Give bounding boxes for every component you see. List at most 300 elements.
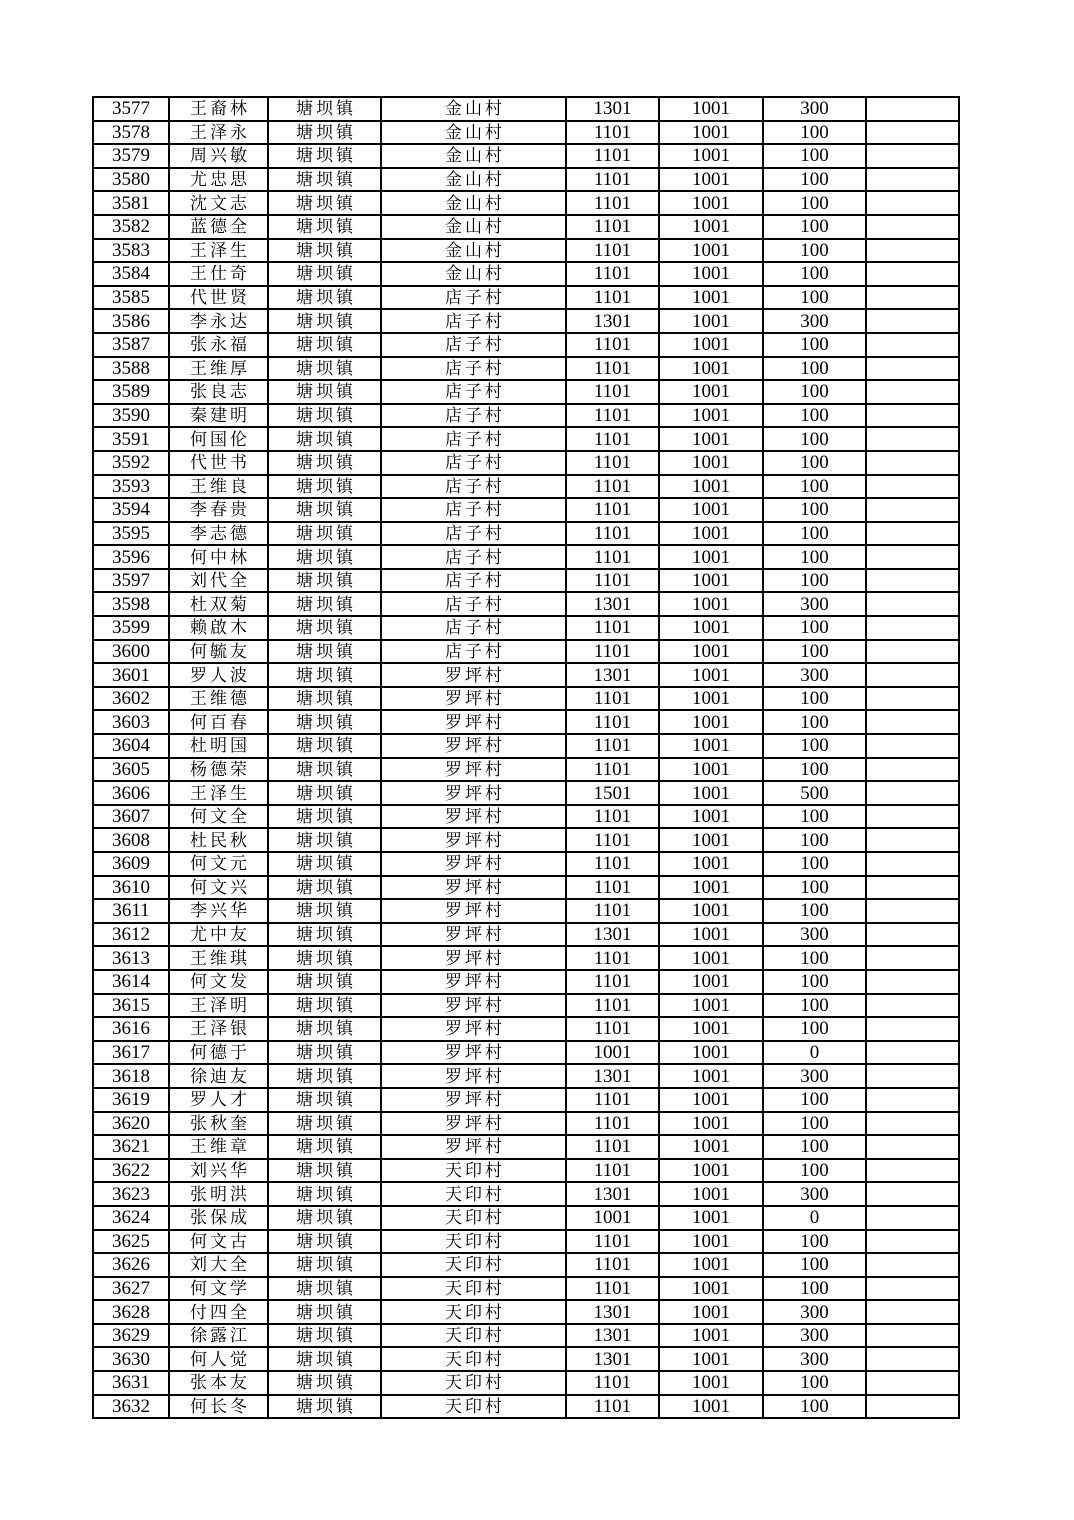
cell-note	[866, 309, 959, 333]
cell-village: 天印村	[381, 1253, 566, 1277]
cell-town: 塘坝镇	[268, 380, 381, 404]
cell-name: 何文兴	[169, 876, 268, 900]
cell-village: 金山村	[381, 168, 566, 192]
cell-note	[866, 1206, 959, 1230]
table-row	[93, 569, 959, 593]
cell-village: 店子村	[381, 545, 566, 569]
cell-amount: 300	[763, 1324, 866, 1348]
cell-code2: 1001	[659, 734, 763, 758]
cell-village: 店子村	[381, 569, 566, 593]
cell-note	[866, 663, 959, 687]
cell-note	[866, 1347, 959, 1371]
cell-code2: 1001	[659, 380, 763, 404]
cell-serial: 3619	[93, 1088, 169, 1112]
cell-code1: 1501	[566, 781, 659, 805]
cell-village: 店子村	[381, 592, 566, 616]
cell-code1: 1101	[566, 1112, 659, 1136]
cell-village: 店子村	[381, 309, 566, 333]
cell-name: 王裔林	[169, 97, 268, 121]
cell-town: 塘坝镇	[268, 569, 381, 593]
table-row	[93, 876, 959, 900]
cell-town: 塘坝镇	[268, 616, 381, 640]
cell-town: 塘坝镇	[268, 710, 381, 734]
table-row	[93, 828, 959, 852]
cell-serial: 3579	[93, 144, 169, 168]
table-row	[93, 97, 959, 121]
cell-code2: 1001	[659, 781, 763, 805]
cell-code1: 1301	[566, 1064, 659, 1088]
cell-code2: 1001	[659, 404, 763, 428]
cell-code1: 1101	[566, 121, 659, 145]
cell-code2: 1001	[659, 592, 763, 616]
cell-town: 塘坝镇	[268, 1347, 381, 1371]
cell-serial: 3584	[93, 262, 169, 286]
cell-code2: 1001	[659, 1182, 763, 1206]
cell-town: 塘坝镇	[268, 191, 381, 215]
table-row	[93, 734, 959, 758]
cell-town: 塘坝镇	[268, 333, 381, 357]
cell-code2: 1001	[659, 1088, 763, 1112]
cell-name: 刘兴华	[169, 1159, 268, 1183]
cell-village: 罗坪村	[381, 734, 566, 758]
table-row	[93, 616, 959, 640]
table-row	[93, 1135, 959, 1159]
cell-town: 塘坝镇	[268, 828, 381, 852]
cell-code2: 1001	[659, 191, 763, 215]
cell-serial: 3618	[93, 1064, 169, 1088]
cell-note	[866, 946, 959, 970]
cell-code1: 1101	[566, 616, 659, 640]
cell-name: 何文发	[169, 970, 268, 994]
cell-town: 塘坝镇	[268, 1112, 381, 1136]
cell-town: 塘坝镇	[268, 1253, 381, 1277]
cell-code1: 1101	[566, 1159, 659, 1183]
cell-village: 天印村	[381, 1371, 566, 1395]
table-row	[93, 333, 959, 357]
cell-name: 何百春	[169, 710, 268, 734]
cell-code1: 1101	[566, 1135, 659, 1159]
cell-code2: 1001	[659, 828, 763, 852]
cell-code1: 1101	[566, 734, 659, 758]
cell-note	[866, 97, 959, 121]
cell-town: 塘坝镇	[268, 758, 381, 782]
cell-name: 代世贤	[169, 286, 268, 310]
cell-code1: 1101	[566, 380, 659, 404]
cell-town: 塘坝镇	[268, 545, 381, 569]
cell-town: 塘坝镇	[268, 1230, 381, 1254]
cell-note	[866, 852, 959, 876]
cell-code1: 1101	[566, 758, 659, 782]
cell-serial: 3612	[93, 923, 169, 947]
cell-note	[866, 1300, 959, 1324]
cell-serial: 3613	[93, 946, 169, 970]
cell-code2: 1001	[659, 239, 763, 263]
cell-code1: 1101	[566, 1088, 659, 1112]
table-row	[93, 286, 959, 310]
table-row	[93, 427, 959, 451]
cell-name: 李永达	[169, 309, 268, 333]
cell-amount: 100	[763, 522, 866, 546]
cell-serial: 3600	[93, 640, 169, 664]
cell-code1: 1101	[566, 876, 659, 900]
cell-code2: 1001	[659, 569, 763, 593]
cell-code1: 1101	[566, 946, 659, 970]
cell-code1: 1101	[566, 640, 659, 664]
cell-serial: 3620	[93, 1112, 169, 1136]
cell-code1: 1101	[566, 498, 659, 522]
cell-serial: 3577	[93, 97, 169, 121]
table-row	[93, 121, 959, 145]
cell-town: 塘坝镇	[268, 498, 381, 522]
cell-town: 塘坝镇	[268, 357, 381, 381]
cell-name: 张明洪	[169, 1182, 268, 1206]
cell-amount: 100	[763, 380, 866, 404]
cell-name: 王仕奇	[169, 262, 268, 286]
cell-village: 金山村	[381, 215, 566, 239]
cell-code2: 1001	[659, 1371, 763, 1395]
cell-serial: 3593	[93, 475, 169, 499]
cell-village: 罗坪村	[381, 1041, 566, 1065]
table-row	[93, 380, 959, 404]
cell-note	[866, 191, 959, 215]
cell-amount: 0	[763, 1041, 866, 1065]
cell-village: 天印村	[381, 1277, 566, 1301]
cell-code1: 1301	[566, 309, 659, 333]
cell-name: 何国伦	[169, 427, 268, 451]
cell-amount: 100	[763, 498, 866, 522]
cell-amount: 300	[763, 1064, 866, 1088]
cell-code1: 1001	[566, 1206, 659, 1230]
cell-note	[866, 710, 959, 734]
cell-note	[866, 404, 959, 428]
cell-serial: 3597	[93, 569, 169, 593]
cell-code1: 1101	[566, 710, 659, 734]
table-row	[93, 262, 959, 286]
table-row	[93, 899, 959, 923]
cell-serial: 3616	[93, 1017, 169, 1041]
cell-name: 刘大全	[169, 1253, 268, 1277]
cell-town: 塘坝镇	[268, 522, 381, 546]
cell-code2: 1001	[659, 286, 763, 310]
cell-amount: 100	[763, 1135, 866, 1159]
table-row	[93, 946, 959, 970]
cell-name: 罗人波	[169, 663, 268, 687]
cell-serial: 3578	[93, 121, 169, 145]
cell-amount: 100	[763, 168, 866, 192]
cell-town: 塘坝镇	[268, 215, 381, 239]
cell-serial: 3595	[93, 522, 169, 546]
roster-table	[92, 96, 960, 1419]
cell-town: 塘坝镇	[268, 451, 381, 475]
cell-code2: 1001	[659, 333, 763, 357]
table-row	[93, 309, 959, 333]
cell-village: 天印村	[381, 1324, 566, 1348]
table-row	[93, 640, 959, 664]
cell-serial: 3605	[93, 758, 169, 782]
cell-village: 罗坪村	[381, 781, 566, 805]
cell-note	[866, 121, 959, 145]
cell-amount: 100	[763, 1253, 866, 1277]
cell-town: 塘坝镇	[268, 121, 381, 145]
cell-note	[866, 734, 959, 758]
cell-amount: 100	[763, 404, 866, 428]
cell-name: 何毓友	[169, 640, 268, 664]
cell-note	[866, 1064, 959, 1088]
table-row	[93, 710, 959, 734]
cell-village: 金山村	[381, 262, 566, 286]
cell-name: 王泽生	[169, 239, 268, 263]
cell-code2: 1001	[659, 1324, 763, 1348]
cell-village: 罗坪村	[381, 758, 566, 782]
cell-code1: 1001	[566, 1041, 659, 1065]
cell-town: 塘坝镇	[268, 663, 381, 687]
cell-code2: 1001	[659, 663, 763, 687]
cell-village: 天印村	[381, 1182, 566, 1206]
cell-note	[866, 215, 959, 239]
cell-code2: 1001	[659, 1135, 763, 1159]
cell-note	[866, 592, 959, 616]
cell-name: 付四全	[169, 1300, 268, 1324]
cell-serial: 3589	[93, 380, 169, 404]
cell-name: 蓝德全	[169, 215, 268, 239]
cell-town: 塘坝镇	[268, 852, 381, 876]
cell-name: 尤忠思	[169, 168, 268, 192]
cell-serial: 3627	[93, 1277, 169, 1301]
cell-code2: 1001	[659, 168, 763, 192]
cell-town: 塘坝镇	[268, 1395, 381, 1419]
cell-town: 塘坝镇	[268, 1206, 381, 1230]
table-row	[93, 1371, 959, 1395]
table-row	[93, 852, 959, 876]
cell-amount: 300	[763, 309, 866, 333]
cell-amount: 100	[763, 852, 866, 876]
cell-village: 罗坪村	[381, 663, 566, 687]
cell-serial: 3628	[93, 1300, 169, 1324]
cell-amount: 100	[763, 710, 866, 734]
cell-code1: 1301	[566, 1300, 659, 1324]
cell-name: 杜双菊	[169, 592, 268, 616]
cell-name: 尤中友	[169, 923, 268, 947]
cell-amount: 100	[763, 1277, 866, 1301]
cell-code1: 1101	[566, 1253, 659, 1277]
cell-name: 王维琪	[169, 946, 268, 970]
cell-code2: 1001	[659, 687, 763, 711]
cell-serial: 3607	[93, 805, 169, 829]
cell-note	[866, 781, 959, 805]
cell-town: 塘坝镇	[268, 1182, 381, 1206]
table-row	[93, 758, 959, 782]
cell-name: 何德于	[169, 1041, 268, 1065]
cell-note	[866, 1135, 959, 1159]
cell-code1: 1301	[566, 1324, 659, 1348]
cell-code2: 1001	[659, 357, 763, 381]
cell-town: 塘坝镇	[268, 923, 381, 947]
cell-amount: 0	[763, 1206, 866, 1230]
cell-village: 金山村	[381, 97, 566, 121]
table-row	[93, 475, 959, 499]
cell-name: 李兴华	[169, 899, 268, 923]
cell-amount: 100	[763, 994, 866, 1018]
table-row	[93, 781, 959, 805]
cell-code1: 1101	[566, 1395, 659, 1419]
cell-amount: 100	[763, 1017, 866, 1041]
cell-village: 罗坪村	[381, 899, 566, 923]
cell-amount: 100	[763, 451, 866, 475]
table-row	[93, 1395, 959, 1419]
cell-village: 天印村	[381, 1395, 566, 1419]
cell-name: 王维良	[169, 475, 268, 499]
cell-amount: 100	[763, 805, 866, 829]
cell-amount: 100	[763, 333, 866, 357]
cell-serial: 3625	[93, 1230, 169, 1254]
table-row	[93, 1206, 959, 1230]
cell-name: 王维厚	[169, 357, 268, 381]
cell-code2: 1001	[659, 1300, 763, 1324]
cell-village: 天印村	[381, 1206, 566, 1230]
cell-town: 塘坝镇	[268, 1324, 381, 1348]
cell-serial: 3629	[93, 1324, 169, 1348]
cell-code1: 1301	[566, 923, 659, 947]
cell-name: 李春贵	[169, 498, 268, 522]
cell-amount: 100	[763, 239, 866, 263]
cell-town: 塘坝镇	[268, 427, 381, 451]
cell-code2: 1001	[659, 899, 763, 923]
cell-code2: 1001	[659, 427, 763, 451]
cell-name: 何文学	[169, 1277, 268, 1301]
cell-amount: 100	[763, 1159, 866, 1183]
cell-village: 罗坪村	[381, 1017, 566, 1041]
cell-town: 塘坝镇	[268, 262, 381, 286]
cell-code1: 1101	[566, 333, 659, 357]
cell-town: 塘坝镇	[268, 1088, 381, 1112]
cell-serial: 3591	[93, 427, 169, 451]
cell-note	[866, 1324, 959, 1348]
cell-note	[866, 1112, 959, 1136]
cell-serial: 3611	[93, 899, 169, 923]
cell-serial: 3624	[93, 1206, 169, 1230]
cell-amount: 100	[763, 640, 866, 664]
cell-village: 罗坪村	[381, 805, 566, 829]
cell-serial: 3586	[93, 309, 169, 333]
cell-code1: 1101	[566, 239, 659, 263]
cell-note	[866, 1395, 959, 1419]
table-row	[93, 144, 959, 168]
cell-code2: 1001	[659, 1159, 763, 1183]
cell-serial: 3602	[93, 687, 169, 711]
cell-serial: 3599	[93, 616, 169, 640]
cell-name: 张良志	[169, 380, 268, 404]
cell-amount: 100	[763, 946, 866, 970]
cell-name: 何人觉	[169, 1347, 268, 1371]
cell-note	[866, 357, 959, 381]
cell-code2: 1001	[659, 309, 763, 333]
cell-name: 徐迪友	[169, 1064, 268, 1088]
cell-town: 塘坝镇	[268, 144, 381, 168]
cell-code2: 1001	[659, 1277, 763, 1301]
cell-serial: 3580	[93, 168, 169, 192]
cell-note	[866, 498, 959, 522]
cell-amount: 100	[763, 427, 866, 451]
table-row	[93, 1088, 959, 1112]
cell-code2: 1001	[659, 923, 763, 947]
cell-code1: 1101	[566, 687, 659, 711]
cell-name: 沈文志	[169, 191, 268, 215]
cell-code2: 1001	[659, 262, 763, 286]
cell-serial: 3609	[93, 852, 169, 876]
cell-code2: 1001	[659, 1064, 763, 1088]
cell-code2: 1001	[659, 852, 763, 876]
cell-code2: 1001	[659, 1395, 763, 1419]
cell-code2: 1001	[659, 522, 763, 546]
cell-town: 塘坝镇	[268, 97, 381, 121]
cell-town: 塘坝镇	[268, 1041, 381, 1065]
cell-serial: 3630	[93, 1347, 169, 1371]
cell-code1: 1101	[566, 1230, 659, 1254]
cell-town: 塘坝镇	[268, 239, 381, 263]
table-row	[93, 592, 959, 616]
cell-code2: 1001	[659, 451, 763, 475]
cell-village: 天印村	[381, 1159, 566, 1183]
cell-note	[866, 451, 959, 475]
cell-name: 赖啟木	[169, 616, 268, 640]
cell-village: 店子村	[381, 475, 566, 499]
cell-note	[866, 569, 959, 593]
cell-name: 王泽银	[169, 1017, 268, 1041]
cell-village: 罗坪村	[381, 710, 566, 734]
cell-town: 塘坝镇	[268, 899, 381, 923]
cell-note	[866, 333, 959, 357]
cell-name: 罗人才	[169, 1088, 268, 1112]
cell-note	[866, 286, 959, 310]
cell-code2: 1001	[659, 994, 763, 1018]
cell-village: 店子村	[381, 357, 566, 381]
cell-town: 塘坝镇	[268, 592, 381, 616]
cell-name: 何长冬	[169, 1395, 268, 1419]
table-row	[93, 1159, 959, 1183]
cell-amount: 100	[763, 1230, 866, 1254]
cell-village: 店子村	[381, 522, 566, 546]
cell-amount: 100	[763, 1112, 866, 1136]
cell-note	[866, 994, 959, 1018]
cell-village: 店子村	[381, 451, 566, 475]
cell-serial: 3601	[93, 663, 169, 687]
cell-code2: 1001	[659, 1041, 763, 1065]
cell-village: 店子村	[381, 640, 566, 664]
cell-note	[866, 758, 959, 782]
cell-serial: 3596	[93, 545, 169, 569]
cell-amount: 100	[763, 262, 866, 286]
cell-code2: 1001	[659, 498, 763, 522]
cell-serial: 3581	[93, 191, 169, 215]
cell-code1: 1101	[566, 215, 659, 239]
cell-serial: 3632	[93, 1395, 169, 1419]
cell-village: 金山村	[381, 144, 566, 168]
cell-code1: 1301	[566, 1182, 659, 1206]
cell-note	[866, 1230, 959, 1254]
cell-amount: 100	[763, 144, 866, 168]
cell-note	[866, 522, 959, 546]
cell-town: 塘坝镇	[268, 1300, 381, 1324]
cell-code1: 1101	[566, 852, 659, 876]
table-row	[93, 168, 959, 192]
cell-code2: 1001	[659, 121, 763, 145]
cell-serial: 3582	[93, 215, 169, 239]
cell-code2: 1001	[659, 876, 763, 900]
cell-town: 塘坝镇	[268, 640, 381, 664]
cell-note	[866, 1159, 959, 1183]
cell-code1: 1101	[566, 899, 659, 923]
cell-amount: 300	[763, 923, 866, 947]
